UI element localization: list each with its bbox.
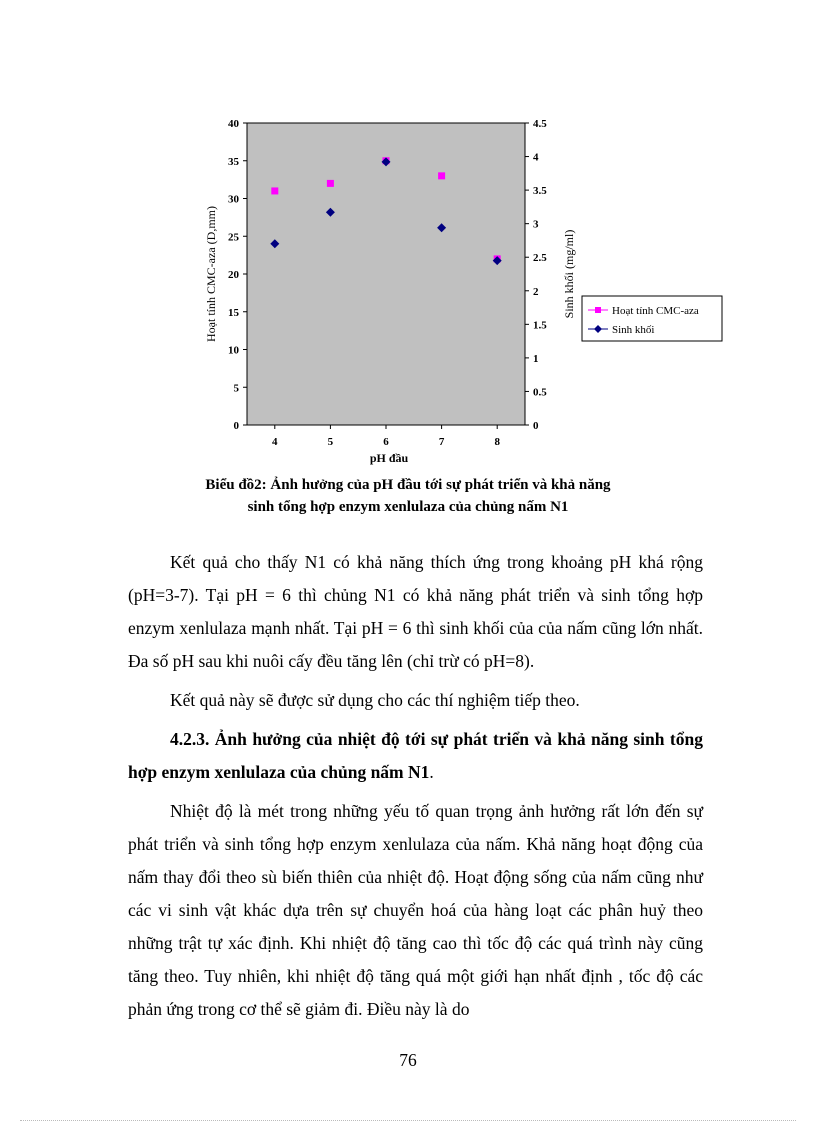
legend-label-biomass: Sinh khối	[612, 324, 655, 336]
y-right-title: Sinh khối (mg/ml)	[562, 229, 576, 319]
y-right-tick-label: 3	[533, 218, 539, 231]
figure-caption-line-1: Biểu đồ2: Ảnh hưởng của pH đầu tới sự phát triển và khả năng	[205, 477, 611, 493]
paragraph-1: Kết quả cho thấy N1 có khả năng thích ứng trong khoảng pH khá rộng (pH=3-7). Tại pH = 6 thì chủng N1 có khả năng phát triển và sinh tổng hợp enzym xenlulaza mạnh nhất. Tại pH = 6 thì sinh khối của của nấm cũng lớn nhất. Đa số pH sau khi nuôi cấy đều tăng lên (chỉ trừ có pH=8).	[128, 552, 703, 671]
y-left-tick-label: 25	[228, 231, 239, 244]
y-right-tick-label: 2.5	[533, 252, 547, 265]
section-heading	[128, 723, 703, 789]
section-heading-end: .	[429, 762, 434, 782]
x-title: pH đầu	[369, 451, 409, 465]
y-left-tick-label: 10	[228, 344, 239, 357]
plot-area	[247, 123, 525, 425]
y-right-tick-label: 4	[533, 151, 539, 164]
y-left-tick-label: 35	[228, 155, 239, 168]
body-text	[128, 546, 703, 1026]
x-tick-label: 4	[272, 436, 278, 448]
y-right-tick-label: 3.5	[533, 185, 547, 198]
activity-point	[271, 187, 278, 194]
activity-point	[438, 172, 445, 179]
y-left-tick-label: 30	[228, 193, 239, 206]
paragraph-2: Kết quả này sẽ được sử dụng cho các thí nghiệm tiếp theo.	[170, 690, 580, 710]
y-right-tick-label: 2	[533, 285, 539, 298]
legend	[582, 296, 722, 341]
x-tick-label: 5	[327, 436, 334, 448]
left-axis	[228, 118, 247, 432]
x-tick-label: 7	[438, 436, 445, 448]
page-number: 76	[399, 1050, 417, 1070]
y-right-tick-label: 4.5	[533, 118, 547, 130]
legend-label-activity: Hoạt tính CMC-aza	[612, 305, 699, 317]
page-edge-rule	[20, 1120, 796, 1121]
x-tick-label: 8	[494, 436, 500, 448]
y-left-tick-label: 20	[228, 269, 239, 281]
section-heading-text: 4.2.3. Ảnh hưởng của nhiệt độ tới sự phát triển và khả năng sinh tổng hợp enzym xenlulaza của chủng nấm N1	[128, 729, 703, 782]
y-left-tick-label: 40	[228, 118, 239, 130]
y-left-tick-label: 15	[228, 306, 239, 319]
y-right-tick-label: 0.5	[533, 386, 547, 399]
paragraph-3: Nhiệt độ là mét trong những yếu tố quan trọng ảnh hưởng rất lớn đến sự phát triển và sinh tổng hợp enzym xenlulaza của nấm. Khả năng hoạt động của nấm thay đổi theo sù biến thiên của nhiệt độ. Hoạt động sống của nấm cũng như các vi sinh vật khác dựa trên sự chuyển hoá của hàng loạt các phân huỷ theo những trật tự xác định. Khi nhiệt độ tăng cao thì tốc độ các quá trình này cũng tăng theo. Tuy nhiên, khi nhiệt độ tăng quá một giới hạn nhất định , tốc độ các phản ứng trong cơ thể sẽ giảm đi. Điều này là do	[128, 801, 703, 1019]
y-right-tick-label: 1.5	[533, 319, 547, 332]
x-axis	[272, 425, 500, 448]
y-right-tick-label: 1	[533, 352, 539, 365]
y-right-tick-label: 0	[533, 420, 539, 432]
chart	[0, 0, 816, 470]
y-left-title: Hoạt tính CMC-aza (D,mm)	[204, 206, 218, 342]
legend-square-marker	[595, 307, 601, 313]
y-left-tick-label: 0	[233, 420, 239, 432]
right-axis	[525, 118, 547, 432]
figure-caption-line-2: sinh tổng hợp enzym xenlulaza của chủng nấm N1	[247, 499, 569, 515]
y-left-tick-label: 5	[233, 382, 239, 395]
x-tick-label: 6	[383, 436, 389, 448]
activity-point	[327, 180, 334, 187]
